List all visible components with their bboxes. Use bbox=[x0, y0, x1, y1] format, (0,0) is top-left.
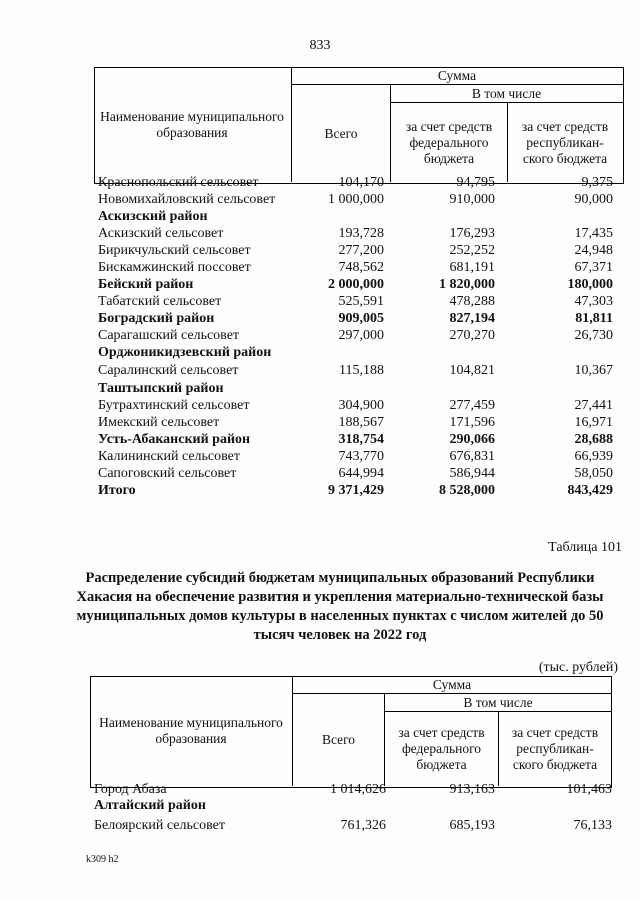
header-republic: за счет средств республикан-ского бюджета bbox=[511, 725, 599, 772]
table-row bbox=[98, 191, 618, 208]
document-title: Распределение субсидий бюджетам муниципальных образований Республики Хакасия на обеспечение развития и укрепления материально-технической базы муниципальных домов культуры в населенных пунктах с числом жителей до 50 тысяч человек на 2022 год bbox=[76, 570, 604, 643]
row-name: Бискамжинский поссовет bbox=[98, 260, 251, 275]
header-including: В том числе bbox=[471, 85, 542, 101]
header-sum: Сумма bbox=[432, 676, 472, 692]
row-total-value: 193,728 bbox=[338, 226, 384, 241]
row-republic-value: 28,688 bbox=[574, 432, 613, 447]
header-total: Всего bbox=[324, 125, 358, 141]
row-republic-value: 26,730 bbox=[574, 328, 613, 343]
table-row bbox=[94, 781, 614, 798]
row-name: Белоярский сельсовет bbox=[94, 818, 225, 833]
row-republic-value: 47,303 bbox=[574, 294, 613, 309]
table-2-header bbox=[90, 676, 612, 786]
row-total-value: 9 371,429 bbox=[328, 483, 384, 498]
row-republic-value: 58,050 bbox=[574, 466, 613, 481]
header-sum: Сумма bbox=[437, 67, 477, 83]
table-group-row bbox=[98, 380, 618, 397]
row-federal-value: 676,831 bbox=[449, 449, 495, 464]
row-name: Новомихайловский сельсовет bbox=[98, 192, 276, 207]
table-row bbox=[98, 397, 618, 414]
page-number: 833 bbox=[309, 38, 331, 53]
row-federal-value: 8 528,000 bbox=[439, 483, 495, 498]
row-republic-value: 66,939 bbox=[574, 449, 613, 464]
table-row bbox=[98, 259, 618, 276]
row-federal-value: 913,163 bbox=[449, 782, 495, 797]
row-total-value: 188,567 bbox=[338, 415, 384, 430]
row-total-value: 115,188 bbox=[339, 363, 384, 378]
header-federal: за счет средств федерального бюджета bbox=[405, 118, 493, 166]
row-name: Таштыпский район bbox=[98, 381, 224, 396]
row-total-value: 1 014,626 bbox=[330, 782, 386, 797]
table-1-header bbox=[94, 67, 624, 182]
row-total-value: 304,900 bbox=[338, 398, 384, 413]
table-row bbox=[98, 431, 618, 448]
row-republic-value: 101,463 bbox=[566, 782, 612, 797]
footer-code: k309 h2 bbox=[86, 854, 119, 865]
table-row bbox=[98, 310, 618, 327]
table-row bbox=[98, 448, 618, 465]
row-federal-value: 586,944 bbox=[449, 466, 495, 481]
units-label: (тыс. рублей) bbox=[538, 660, 618, 675]
row-federal-value: 104,821 bbox=[449, 363, 495, 378]
row-total-value: 1 000,000 bbox=[328, 192, 384, 207]
header-federal: за счет средств федерального бюджета bbox=[398, 725, 485, 772]
row-republic-value: 16,971 bbox=[574, 415, 613, 430]
row-name: Саралинский сельсовет bbox=[98, 363, 239, 378]
row-federal-value: 827,194 bbox=[449, 311, 495, 326]
table-group-row bbox=[94, 797, 614, 814]
row-name: Город Абаза bbox=[94, 782, 167, 797]
row-federal-value: 277,459 bbox=[449, 398, 495, 413]
table-group-row bbox=[98, 208, 618, 225]
row-name: Орджоникидзевский район bbox=[98, 345, 272, 360]
row-federal-value: 94,795 bbox=[456, 175, 495, 190]
table-row bbox=[98, 414, 618, 431]
row-republic-value: 76,133 bbox=[573, 818, 612, 833]
table-1-body bbox=[98, 174, 618, 504]
row-republic-value: 180,000 bbox=[567, 277, 613, 292]
row-total-value: 277,200 bbox=[338, 243, 384, 258]
row-republic-value: 10,367 bbox=[574, 363, 613, 378]
row-republic-value: 9,375 bbox=[581, 175, 613, 190]
row-republic-value: 17,435 bbox=[574, 226, 613, 241]
row-name: Калининский сельсовет bbox=[98, 449, 240, 464]
row-federal-value: 685,193 bbox=[449, 818, 495, 833]
row-total-value: 2 000,000 bbox=[328, 277, 384, 292]
table-row bbox=[94, 817, 614, 834]
row-federal-value: 270,270 bbox=[449, 328, 495, 343]
table-caption: Таблица 101 bbox=[548, 540, 622, 555]
row-federal-value: 681,191 bbox=[449, 260, 495, 275]
row-name: Краснопольский сельсовет bbox=[98, 175, 259, 190]
table-row bbox=[98, 242, 618, 259]
table-row bbox=[98, 225, 618, 242]
row-total-value: 297,000 bbox=[338, 328, 384, 343]
row-federal-value: 1 820,000 bbox=[439, 277, 495, 292]
row-name: Бейский район bbox=[98, 277, 194, 292]
row-federal-value: 252,252 bbox=[449, 243, 495, 258]
table-row bbox=[98, 327, 618, 344]
row-name: Сарагашский сельсовет bbox=[98, 328, 240, 343]
row-total-value: 318,754 bbox=[338, 432, 384, 447]
table-row bbox=[98, 276, 618, 293]
table-row bbox=[98, 293, 618, 310]
row-federal-value: 290,066 bbox=[449, 432, 495, 447]
row-name: Табатский сельсовет bbox=[98, 294, 222, 309]
table-group-row bbox=[98, 344, 618, 361]
header-total: Всего bbox=[321, 732, 356, 747]
row-total-value: 525,591 bbox=[338, 294, 384, 309]
header-name-column: Наименование муниципального образования bbox=[99, 715, 283, 746]
row-name: Сапоговский сельсовет bbox=[98, 466, 237, 481]
row-republic-value: 67,371 bbox=[574, 260, 613, 275]
row-republic-value: 843,429 bbox=[567, 483, 613, 498]
row-name: Алтайский район bbox=[94, 798, 206, 813]
row-republic-value: 90,000 bbox=[574, 192, 613, 207]
row-republic-value: 24,948 bbox=[574, 243, 613, 258]
row-name: Боградский район bbox=[98, 311, 215, 326]
table-row bbox=[98, 362, 618, 379]
table-2-body bbox=[94, 781, 614, 841]
row-republic-value: 81,811 bbox=[575, 311, 613, 326]
header-including: В том числе bbox=[463, 694, 533, 710]
row-name: Бутрахтинский сельсовет bbox=[98, 398, 250, 413]
row-total-value: 748,562 bbox=[338, 260, 384, 275]
row-federal-value: 176,293 bbox=[449, 226, 495, 241]
row-total-value: 909,005 bbox=[338, 311, 384, 326]
table-row bbox=[98, 482, 618, 499]
row-total-value: 761,326 bbox=[340, 818, 386, 833]
row-federal-value: 478,288 bbox=[449, 294, 495, 309]
row-republic-value: 27,441 bbox=[574, 398, 613, 413]
row-name: Итого bbox=[98, 483, 136, 498]
table-row bbox=[98, 174, 618, 191]
row-federal-value: 171,596 bbox=[449, 415, 495, 430]
header-name-column: Наименование муниципального образования bbox=[100, 108, 284, 140]
row-name: Бирикчульский сельсовет bbox=[98, 243, 251, 258]
row-name: Усть-Абаканский район bbox=[98, 432, 251, 447]
row-name: Аскизский район bbox=[98, 209, 208, 224]
row-federal-value: 910,000 bbox=[449, 192, 495, 207]
row-total-value: 743,770 bbox=[338, 449, 384, 464]
row-name: Имекский сельсовет bbox=[98, 415, 220, 430]
header-republic: за счет средств республикан-ского бюджета bbox=[521, 118, 609, 166]
row-total-value: 104,170 bbox=[338, 175, 384, 190]
table-row bbox=[98, 465, 618, 482]
row-total-value: 644,994 bbox=[338, 466, 384, 481]
row-name: Аскизский сельсовет bbox=[98, 226, 224, 241]
